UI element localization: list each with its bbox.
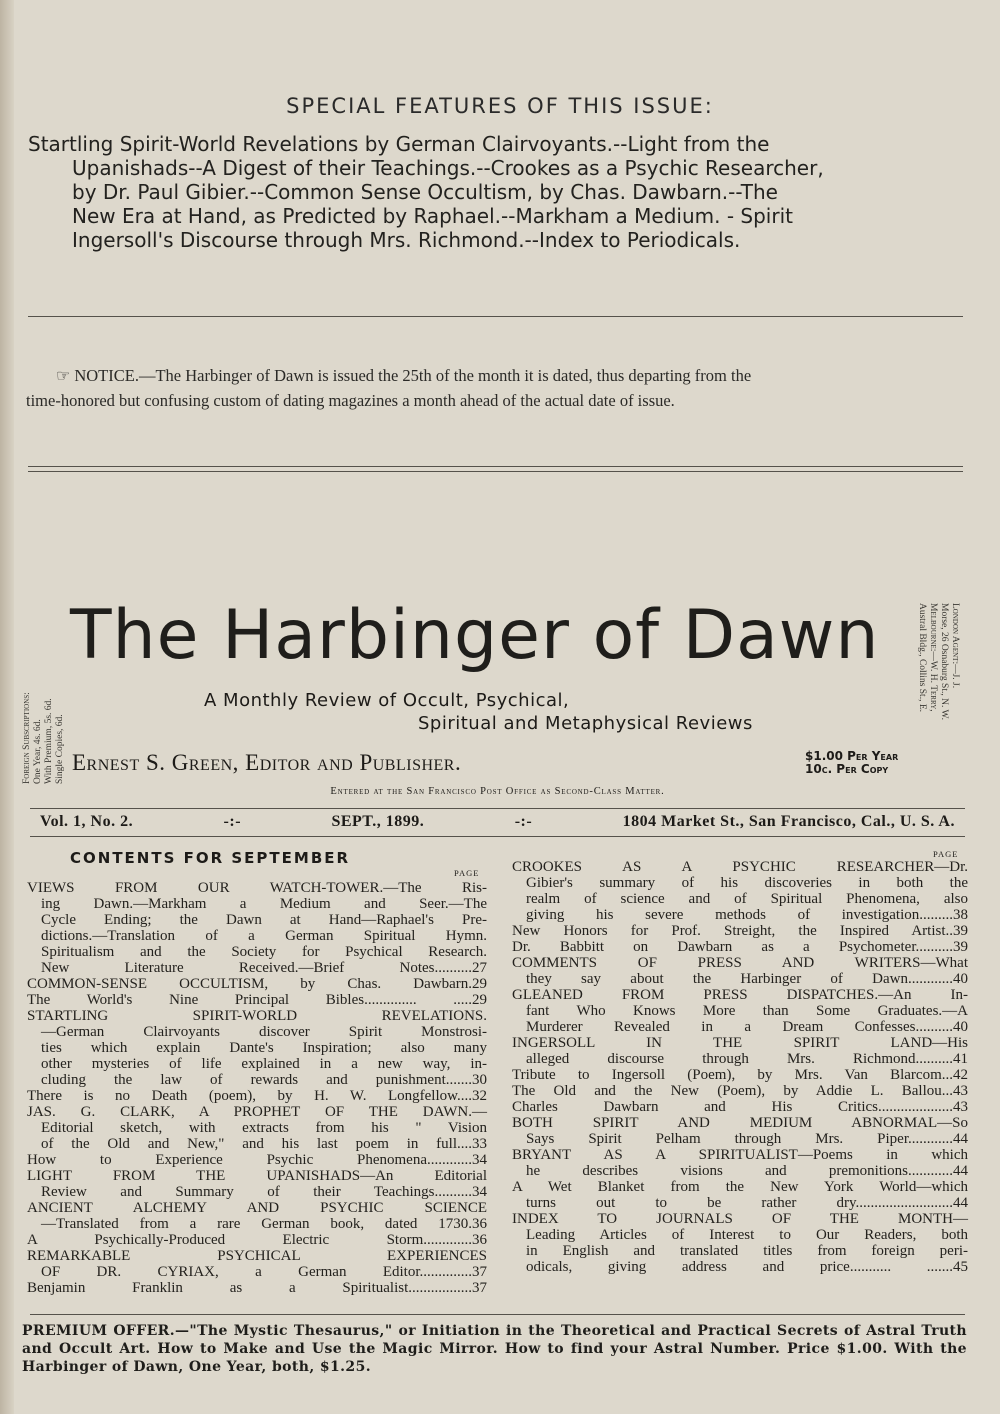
special-features-body [28, 132, 968, 252]
divider [30, 1314, 965, 1315]
divider [30, 836, 965, 837]
contents-line: New Honors for Prof. Streight, the Inspired Artist..39 [512, 923, 968, 939]
contents-line: Review and Summary of their Teachings..........34 [41, 1184, 487, 1200]
features-line: Upanishads--A Digest of their Teachings.--Crookes as a Psychic Researcher, [72, 156, 824, 180]
contents-line: ANCIENT ALCHEMY AND PSYCHIC SCIENCE [27, 1200, 487, 1216]
contents-line: —German Clairvoyants discover Spirit Monstrosi- [41, 1024, 487, 1040]
contents-line: of the Old and New," and his last poem in full....33 [41, 1136, 487, 1152]
notice-line-2: time-honored but confusing custom of dating magazines a month ahead of the actual date of issue. [26, 391, 675, 410]
contents-line: BRYANT AS A SPIRITUALIST—Poems in which [512, 1147, 968, 1163]
contents-line: Dr. Babbitt on Dawbarn as a Psychometer..........39 [512, 939, 968, 955]
side-left-line: One Year, 4s. 6d. [33, 719, 43, 784]
separator: -:- [223, 813, 242, 830]
contents-line: A Wet Blanket from the New York World—which [512, 1179, 968, 1195]
contents-line: A Psychically-Produced Electric Storm.............36 [27, 1232, 487, 1248]
contents-line: JAS. G. CLARK, A PROPHET OF THE DAWN.— [27, 1104, 487, 1120]
contents-line: Gibier's summary of his discoveries in both the [526, 875, 968, 891]
contents-line: Murderer Revealed in a Dream Confesses..........40 [526, 1019, 968, 1035]
notice [26, 364, 968, 413]
volume-line [40, 813, 955, 831]
entered-notice: Entered at the San Francisco Post Office as Second-Class Matter. [330, 786, 665, 797]
masthead-subtitle: A Monthly Review of Occult, Psychical, [204, 690, 570, 711]
divider [28, 471, 963, 472]
foreign-subscriptions [22, 606, 72, 786]
contents-line: COMMENTS OF PRESS AND WRITERS—What [512, 955, 968, 971]
contents-line: The Old and the New (Poem), by Addie L. Ballou...43 [512, 1083, 968, 1099]
divider [28, 466, 963, 467]
masthead-subtitle: Spiritual and Metaphysical Reviews [418, 713, 753, 734]
contents-line: REMARKABLE PSYCHICAL EXPERIENCES [27, 1248, 487, 1264]
contents-line: he describes visions and premonitions............44 [526, 1163, 968, 1179]
features-line: by Dr. Paul Gibier.--Common Sense Occultism, by Chas. Dawbarn.--The [72, 180, 778, 204]
contents-line: Leading Articles of Interest to Our Readers, both [526, 1227, 968, 1243]
contents-line: Spiritualism and the Society for Psychical Research. [41, 944, 487, 960]
contents-line: VIEWS FROM OUR WATCH-TOWER.—The Ris- [27, 880, 487, 896]
contents-line: dictions.—Translation of a German Spiritual Hymn. [41, 928, 487, 944]
contents-line: LIGHT FROM THE UPANISHADS—An Editorial [27, 1168, 487, 1184]
side-left-line: Foreign Subscriptions: [22, 692, 32, 784]
contents-line: STARTLING SPIRIT-WORLD REVELATIONS. [27, 1008, 487, 1024]
side-right-line: Austral Bldg., Collins St., E. [917, 603, 927, 712]
notice-line-1: NOTICE.—The Harbinger of Dawn is issued the 25th of the month it is dated, thus departing from the [74, 366, 752, 385]
volume-number: Vol. 1, No. 2. [40, 813, 134, 830]
contents-line: There is no Death (poem), by H. W. Longfellow....32 [27, 1088, 487, 1104]
pointing-hand-icon: ☞ [56, 368, 71, 385]
contents-line: odicals, giving address and price........... .......45 [526, 1259, 968, 1275]
contents-line: INGERSOLL IN THE SPIRIT LAND—His [512, 1035, 968, 1051]
premium-offer: PREMIUM OFFER.—"The Mystic Thesaurus," or Initiation in the Theoretical and Practical Secrets of Astral Truth and Occult Art. How to Make and Use the Magic Mirror. How to find your Astral Number. Price $1.00. With the Harbinger of Dawn, One Year, both, $1.25. [22, 1323, 967, 1375]
address: 1804 Market St., San Francisco, Cal., U. S. A. [622, 813, 955, 830]
features-line: Ingersoll's Discourse through Mrs. Richmond.--Index to Periodicals. [72, 228, 741, 252]
contents-line: in English and translated titles from foreign peri- [526, 1243, 968, 1259]
features-line: New Era at Hand, as Predicted by Raphael.--Markham a Medium. - Spirit [72, 204, 793, 228]
divider [30, 808, 965, 809]
contents-line: ing Dawn.—Markham a Medium and Seer.—The [41, 896, 487, 912]
contents-line: OF DR. CYRIAX, a German Editor..............37 [41, 1264, 487, 1280]
agents [916, 603, 968, 781]
contents-line: turns out to be rather dry..........................44 [526, 1195, 968, 1211]
contents-left-column [27, 880, 487, 1296]
contents-line: alleged discourse through Mrs. Richmond..........41 [526, 1051, 968, 1067]
contents-line: Editorial sketch, with extracts from his " Vision [41, 1120, 487, 1136]
page-gutter [0, 0, 14, 1414]
contents-line: BOTH SPIRIT AND MEDIUM ABNORMAL—So [512, 1115, 968, 1131]
price-per-year: $1.00 Per Year [805, 749, 899, 763]
contents-heading: CONTENTS FOR SEPTEMBER [70, 849, 351, 867]
separator: -:- [514, 813, 533, 830]
contents-line: Cycle Ending; the Dawn at Hand—Raphael's Pre- [41, 912, 487, 928]
side-left-line: Single Copies, 6d. [55, 714, 65, 784]
issue-date: SEPT., 1899. [331, 813, 425, 830]
contents-line: other mysteries of life explained in a new way, in- [41, 1056, 487, 1072]
masthead-title: The Harbinger of Dawn [70, 596, 880, 675]
contents-line: —Translated from a rare German book, dated 1730.36 [41, 1216, 487, 1232]
contents-line: giving his severe methods of investigation.........38 [526, 907, 968, 923]
editor-line: Ernest S. Green, Editor and Publisher. [72, 750, 462, 775]
contents-line: fant Who Knows More than Some Graduates.—A [526, 1003, 968, 1019]
contents-line: How to Experience Psychic Phenomena............34 [27, 1152, 487, 1168]
side-left-line: With Premium, 5s. 6d. [44, 698, 54, 784]
contents-line: INDEX TO JOURNALS OF THE MONTH— [512, 1211, 968, 1227]
price-block [805, 750, 898, 776]
side-right-line: Melbourne:—W. H. Terry, [928, 603, 938, 712]
contents-line: Says Spirit Pelham through Mrs. Piper............44 [526, 1131, 968, 1147]
contents-line: realm of science and of Spiritual Phenomena, also [526, 891, 968, 907]
contents-line: GLEANED FROM PRESS DISPATCHES.—An In- [512, 987, 968, 1003]
contents-line: cluding the law of rewards and punishment.......30 [41, 1072, 487, 1088]
contents-line: Benjamin Franklin as a Spiritualist.................37 [27, 1280, 487, 1296]
page-label: PAGE [454, 868, 480, 878]
special-features-heading: SPECIAL FEATURES OF THIS ISSUE: [286, 94, 714, 118]
contents-line: they say about the Harbinger of Dawn............40 [526, 971, 968, 987]
contents-line: CROOKES AS A PSYCHIC RESEARCHER—Dr. [512, 859, 968, 875]
divider [28, 316, 963, 317]
contents-line: Charles Dawbarn and His Critics....................43 [512, 1099, 968, 1115]
side-right-line: London Agent:—J. J. [950, 603, 960, 689]
contents-line: COMMON-SENSE OCCULTISM, by Chas. Dawbarn.29 [27, 976, 487, 992]
contents-line: Tribute to Ingersoll (Poem), by Mrs. Van Blarcom...42 [512, 1067, 968, 1083]
page-label: PAGE [933, 849, 959, 859]
contents-line: The World's Nine Principal Bibles.............. .....29 [27, 992, 487, 1008]
features-line: Startling Spirit-World Revelations by German Clairvoyants.--Light from the [28, 132, 770, 156]
price-per-copy: 10c. Per Copy [805, 762, 889, 776]
contents-line: New Literature Received.—Brief Notes..........27 [41, 960, 487, 976]
contents-line: ties which explain Dante's Inspiration; also many [41, 1040, 487, 1056]
contents-right-column [512, 859, 968, 1275]
side-right-line: Morse, 26 Osnaburg St., N. W. [939, 603, 949, 720]
